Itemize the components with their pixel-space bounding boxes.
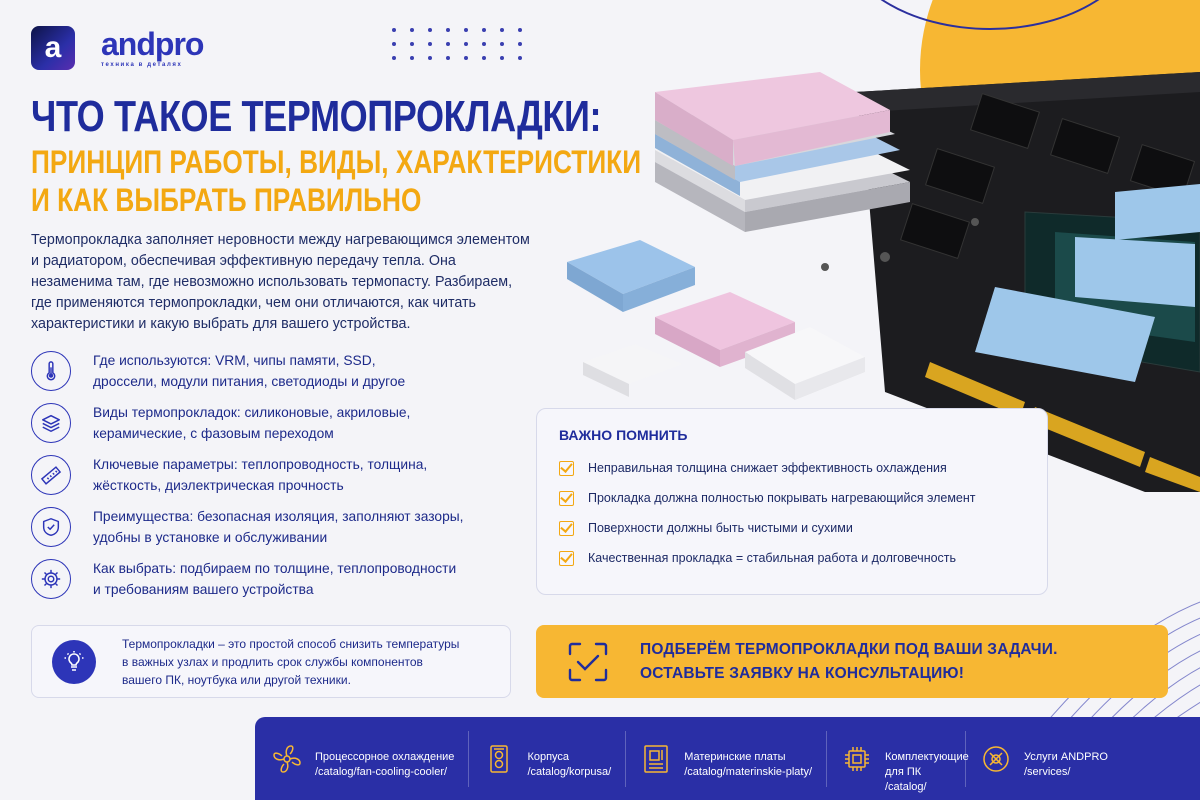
decorative-dot-grid — [392, 28, 525, 60]
checkbox-icon — [559, 521, 574, 536]
consultation-cta-button[interactable] — [536, 625, 1168, 698]
service-icon — [980, 743, 1012, 775]
tip-box — [31, 625, 511, 698]
feature-item — [31, 345, 511, 397]
thermometer-icon — [31, 351, 71, 391]
footer-link-pc-components[interactable] — [826, 731, 969, 793]
nav-label: Процессорное охлаждение — [315, 750, 455, 763]
cta-line: ОСТАВЬТЕ ЗАЯВКУ НА КОНСУЛЬТАЦИЮ! — [640, 664, 965, 682]
logo-letter: a — [44, 31, 62, 64]
tip-line: Термопрокладки – это простой способ снизить температуры — [122, 636, 460, 651]
feature-line: керамические, с фазовым переходом — [93, 426, 334, 441]
fan-icon — [271, 743, 303, 775]
lightbulb-icon — [52, 640, 96, 684]
intro-paragraph: Термопрокладка заполняет неровности между нагревающимся элементом и радиатором, обеспечивая эффективную передачу тепла. Она незаменима там, где невозможно использовать термопасту. Разбираем, где применяются термопрокладки, чем они отличаются, как читать характеристики и какую выбрать для вашего устройства. — [31, 232, 530, 332]
ruler-icon — [31, 455, 71, 495]
page-subtitle — [31, 143, 641, 219]
page-title: ЧТО ТАКОЕ ТЕРМОПРОКЛАДКИ: — [31, 92, 602, 141]
remember-item — [559, 543, 1025, 573]
chip-icon — [841, 743, 873, 775]
motherboard-icon — [640, 743, 672, 775]
checkbox-icon — [559, 491, 574, 506]
feature-list — [31, 345, 511, 605]
layers-icon — [31, 403, 71, 443]
subtitle-line-1: ПРИНЦИП РАБОТЫ, ВИДЫ, ХАРАКТЕРИСТИКИ — [31, 144, 642, 180]
feature-item — [31, 397, 511, 449]
remember-item — [559, 513, 1025, 543]
feature-item — [31, 553, 511, 605]
nav-label: Комплектующие для ПК — [885, 750, 969, 778]
feature-line: Ключевые параметры: теплопроводность, толщина, — [93, 457, 428, 472]
nav-url: /catalog/materinskie-platy/ — [684, 765, 812, 778]
feature-line: дроссели, модули питания, светодиоды и другое — [93, 374, 406, 389]
footer-link-cases[interactable] — [468, 731, 625, 787]
tip-line: вашего ПК, ноутбука или другой техники. — [122, 672, 351, 687]
nav-label: Материнские платы — [684, 750, 786, 763]
pc-case-icon — [483, 743, 515, 775]
footer-link-motherboards[interactable] — [625, 731, 826, 787]
brand-name: andpro — [101, 26, 204, 62]
nav-url: /services/ — [1024, 765, 1071, 778]
feature-item — [31, 449, 511, 501]
nav-url: /catalog/ — [885, 780, 927, 793]
nav-label: Корпуса — [527, 750, 570, 763]
feature-line: Как выбрать: подбираем по толщине, теплопроводности — [93, 561, 457, 576]
brand-tagline: техника в деталях — [101, 62, 183, 68]
remember-item-text: Качественная прокладка = стабильная работа и долговечность — [588, 551, 957, 565]
remember-item — [559, 453, 1025, 483]
remember-item-text: Прокладка должна полностью покрывать нагревающийся элемент — [588, 491, 976, 505]
remember-title: ВАЖНО ПОМНИТЬ — [559, 427, 688, 443]
feature-line: удобны в установке и обслуживании — [93, 530, 328, 545]
remember-box — [536, 408, 1048, 595]
logo-tile[interactable] — [31, 26, 75, 70]
nav-url: /catalog/fan-cooling-cooler/ — [315, 765, 448, 778]
footer-catalog-nav — [255, 717, 1200, 800]
footer-link-cpu-cooling[interactable] — [271, 731, 468, 787]
feature-line: жёсткость, диэлектрическая прочность — [93, 478, 344, 493]
request-form-icon — [566, 640, 610, 684]
checkbox-icon — [559, 461, 574, 476]
feature-line: Виды термопрокладок: силиконовые, акриловые, — [93, 405, 411, 420]
remember-item — [559, 483, 1025, 513]
feature-item — [31, 501, 511, 553]
nav-label: Услуги ANDPRO — [1024, 750, 1108, 763]
feature-line: и требованиям вашего устройства — [93, 582, 314, 597]
checkbox-icon — [559, 551, 574, 566]
subtitle-line-2: И КАК ВЫБРАТЬ ПРАВИЛЬНО — [31, 182, 422, 218]
gear-icon — [31, 559, 71, 599]
remember-item-text: Неправильная толщина снижает эффективность охлаждения — [588, 461, 947, 475]
cta-line: ПОДБЕРЁМ ТЕРМОПРОКЛАДКИ ПОД ВАШИ ЗАДАЧИ. — [640, 640, 1058, 658]
feature-line: Где используются: VRM, чипы памяти, SSD, — [93, 353, 376, 368]
remember-item-text: Поверхности должны быть чистыми и сухими — [588, 521, 853, 535]
feature-line: Преимущества: безопасная изоляция, заполняют зазоры, — [93, 509, 464, 524]
shield-check-icon — [31, 507, 71, 547]
brand-logo[interactable] — [101, 28, 203, 68]
loose-thermal-pads-image — [567, 240, 865, 400]
footer-link-services[interactable] — [965, 731, 1122, 787]
nav-url: /catalog/korpusa/ — [527, 765, 612, 778]
tip-line: в важных узлах и продлить срок службы компонентов — [122, 654, 423, 669]
